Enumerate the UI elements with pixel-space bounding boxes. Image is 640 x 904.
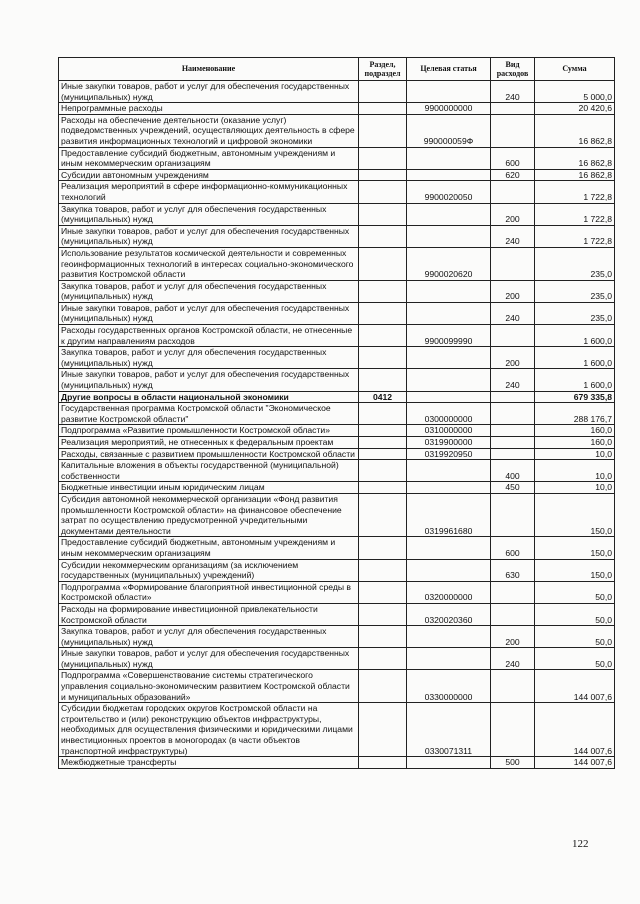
table-row [59,626,615,648]
row-name: Субсидии бюджетам городских округов Костромской области на строительство и (или) реконструкцию объектов инфраструктуры, необходимых для осуществления физическими и юридическими лицами инвестиционных проектов в моногородах (в части объектов транспортной инфраструктуры) [59,703,359,757]
row-target: 0319961680 [407,493,491,536]
row-name: Расходы на формирование инвестиционной привлекательности Костромской области [59,603,359,625]
row-section [359,581,407,603]
table-row [59,181,615,203]
row-expense-type: 240 [491,225,535,247]
row-target: 990000059Ф [407,114,491,147]
row-section [359,603,407,625]
row-section [359,437,407,449]
row-target: 0320000000 [407,581,491,603]
row-section [359,493,407,536]
row-name: Бюджетные инвестиции иным юридическим лицам [59,482,359,494]
row-section [359,460,407,482]
row-name: Иные закупки товаров, работ и услуг для обеспечения государственных (муниципальных) нужд [59,225,359,247]
row-expense-type [491,603,535,625]
row-target [407,757,491,769]
row-section [359,626,407,648]
row-name: Иные закупки товаров, работ и услуг для обеспечения государственных (муниципальных) нужд [59,648,359,670]
row-name: Предоставление субсидий бюджетным, автономным учреждениям и иным некоммерческим организациям [59,537,359,559]
row-expense-type [491,325,535,347]
row-target: 0319920950 [407,448,491,460]
row-name: Закупка товаров, работ и услуг для обеспечения государственных (муниципальных) нужд [59,280,359,302]
row-amount: 50,0 [535,648,615,670]
header-section: Раздел, подраздел [359,58,407,81]
row-section [359,757,407,769]
header-name: Наименование [59,58,359,81]
row-amount: 50,0 [535,626,615,648]
header-amount: Сумма [535,58,615,81]
row-section [359,103,407,115]
row-name: Субсидии некоммерческим организациям (за исключением государственных (муниципальных) учреждений) [59,559,359,581]
row-target: 9900000000 [407,103,491,115]
row-target [407,147,491,169]
table-row [59,325,615,347]
table-row [59,114,615,147]
row-expense-type [491,247,535,280]
row-amount: 144 007,6 [535,703,615,757]
row-amount: 1 600,0 [535,369,615,391]
row-target [407,460,491,482]
row-amount: 1 722,8 [535,203,615,225]
row-target: 9900020620 [407,247,491,280]
row-name: Капитальные вложения в объекты государственной (муниципальной) собственности [59,460,359,482]
row-section [359,114,407,147]
row-amount: 150,0 [535,493,615,536]
row-name: Расходы на обеспечение деятельности (оказание услуг) подведомственных учреждений, осуществляющих деятельность в сфере развития информационных технологий и цифровой экономики [59,114,359,147]
row-name: Реализация мероприятий в сфере информационно-коммуникационных технологий [59,181,359,203]
row-amount: 16 862,8 [535,169,615,181]
budget-table [58,57,615,769]
table-row [59,169,615,181]
table-row [59,425,615,437]
row-target [407,81,491,103]
row-name: Закупка товаров, работ и услуг для обеспечения государственных (муниципальных) нужд [59,347,359,369]
row-expense-type: 600 [491,537,535,559]
row-amount: 20 420,6 [535,103,615,115]
row-target: 0310000000 [407,425,491,437]
row-target [407,347,491,369]
row-name: Подпрограмма «Развитие промышленности Костромской области» [59,425,359,437]
row-expense-type [491,448,535,460]
row-name: Непрограммные расходы [59,103,359,115]
table-row [59,448,615,460]
row-target [407,559,491,581]
row-expense-type: 240 [491,648,535,670]
row-amount: 235,0 [535,280,615,302]
row-amount: 235,0 [535,302,615,324]
page-number: 122 [572,838,589,850]
row-expense-type [491,703,535,757]
row-amount: 16 862,8 [535,114,615,147]
row-name: Иные закупки товаров, работ и услуг для обеспечения государственных (муниципальных) нужд [59,302,359,324]
row-amount: 160,0 [535,437,615,449]
row-name: Государственная программа Костромской области "Экономическое развитие Костромской области" [59,403,359,425]
row-amount: 150,0 [535,559,615,581]
row-target [407,302,491,324]
row-name: Иные закупки товаров, работ и услуг для обеспечения государственных (муниципальных) нужд [59,81,359,103]
row-name: Предоставление субсидий бюджетным, автономным учреждениям и иным некоммерческим организациям [59,147,359,169]
row-amount: 144 007,6 [535,757,615,769]
row-section [359,347,407,369]
row-section [359,369,407,391]
row-amount: 160,0 [535,425,615,437]
row-section [359,280,407,302]
table-row [59,670,615,703]
table-row [59,648,615,670]
row-amount: 50,0 [535,581,615,603]
row-amount: 150,0 [535,537,615,559]
table-row [59,81,615,103]
row-name: Расходы, связанные с развитием промышленности Костромской области [59,448,359,460]
row-expense-type [491,181,535,203]
table-body [59,81,615,769]
row-amount: 144 007,6 [535,670,615,703]
row-expense-type [491,403,535,425]
row-amount: 1 600,0 [535,325,615,347]
table-row [59,559,615,581]
row-target: 0330000000 [407,670,491,703]
table-row [59,347,615,369]
table-header-row [59,58,615,81]
row-amount: 1 600,0 [535,347,615,369]
table-row [59,302,615,324]
table-row [59,103,615,115]
row-name: Закупка товаров, работ и услуг для обеспечения государственных (муниципальных) нужд [59,626,359,648]
table-row [59,280,615,302]
row-name: Субсидия автономной некоммерческой организации «Фонд развития промышленности Костромской области» на финансовое обеспечение затрат по осуществлению предусмотренной учредительными документами деятельности [59,493,359,536]
row-target [407,537,491,559]
row-section [359,703,407,757]
row-target: 0319900000 [407,437,491,449]
row-target [407,203,491,225]
row-amount: 10,0 [535,448,615,460]
row-section [359,403,407,425]
row-section [359,648,407,670]
table-row [59,581,615,603]
header-expense-type: Вид расходов [491,58,535,81]
row-target: 9900099990 [407,325,491,347]
table-row [59,460,615,482]
header-target: Целевая статья [407,58,491,81]
row-name: Субсидии автономным учреждениям [59,169,359,181]
row-section [359,425,407,437]
row-expense-type [491,114,535,147]
table-row [59,203,615,225]
row-amount: 10,0 [535,460,615,482]
row-amount: 50,0 [535,603,615,625]
table-row [59,437,615,449]
row-expense-type: 240 [491,81,535,103]
row-amount: 235,0 [535,247,615,280]
row-name: Иные закупки товаров, работ и услуг для обеспечения государственных (муниципальных) нужд [59,369,359,391]
row-name: Другие вопросы в области национальной экономики [59,391,359,403]
row-target: 0320020360 [407,603,491,625]
row-expense-type: 200 [491,347,535,369]
table-row [59,391,615,403]
row-amount: 1 722,8 [535,225,615,247]
row-section [359,247,407,280]
row-expense-type: 450 [491,482,535,494]
row-expense-type: 500 [491,757,535,769]
row-expense-type: 200 [491,203,535,225]
row-expense-type [491,437,535,449]
table-row [59,247,615,280]
row-expense-type [491,493,535,536]
row-expense-type: 620 [491,169,535,181]
row-section [359,81,407,103]
row-expense-type [491,581,535,603]
row-expense-type: 200 [491,626,535,648]
row-expense-type: 240 [491,302,535,324]
row-section [359,203,407,225]
row-target: 0300000000 [407,403,491,425]
row-target [407,225,491,247]
row-expense-type [491,103,535,115]
row-section [359,670,407,703]
row-section [359,302,407,324]
table-row [59,225,615,247]
row-target [407,482,491,494]
row-target [407,369,491,391]
row-section [359,559,407,581]
row-amount: 10,0 [535,482,615,494]
row-name: Реализация мероприятий, не отнесенных к федеральным проектам [59,437,359,449]
row-expense-type: 200 [491,280,535,302]
row-name: Использование результатов космической деятельности и современных геоинформационных технологий в интересах социально-экономического развития Костромской области [59,247,359,280]
row-section [359,448,407,460]
row-amount: 5 000,0 [535,81,615,103]
row-section [359,181,407,203]
table-row [59,757,615,769]
row-section [359,169,407,181]
row-section [359,325,407,347]
row-target [407,648,491,670]
row-section [359,482,407,494]
row-expense-type [491,425,535,437]
row-name: Закупка товаров, работ и услуг для обеспечения государственных (муниципальных) нужд [59,203,359,225]
table-row [59,482,615,494]
row-target [407,626,491,648]
row-name: Расходы государственных органов Костромской области, не отнесенные к другим направлениям расходов [59,325,359,347]
table-row [59,603,615,625]
row-name: Подпрограмма «Формирование благоприятной инвестиционной среды в Костромской области» [59,581,359,603]
row-expense-type: 630 [491,559,535,581]
row-name: Межбюджетные трансферты [59,757,359,769]
row-section [359,225,407,247]
row-expense-type [491,670,535,703]
table-row [59,369,615,391]
row-target: 9900020050 [407,181,491,203]
row-target [407,169,491,181]
row-section: 0412 [359,391,407,403]
row-amount: 1 722,8 [535,181,615,203]
row-target [407,280,491,302]
row-target: 0330071311 [407,703,491,757]
table-row [59,703,615,757]
table-row [59,403,615,425]
table-row [59,147,615,169]
row-expense-type [491,391,535,403]
table-row [59,537,615,559]
row-name: Подпрограмма «Совершенствование системы стратегического управления социально-экономическим развитием Костромской области и муниципальных образований» [59,670,359,703]
row-expense-type: 600 [491,147,535,169]
table-row [59,493,615,536]
row-amount: 288 176,7 [535,403,615,425]
row-amount: 16 862,8 [535,147,615,169]
row-expense-type: 400 [491,460,535,482]
row-expense-type: 240 [491,369,535,391]
row-section [359,537,407,559]
row-section [359,147,407,169]
row-target [407,391,491,403]
row-amount: 679 335,8 [535,391,615,403]
